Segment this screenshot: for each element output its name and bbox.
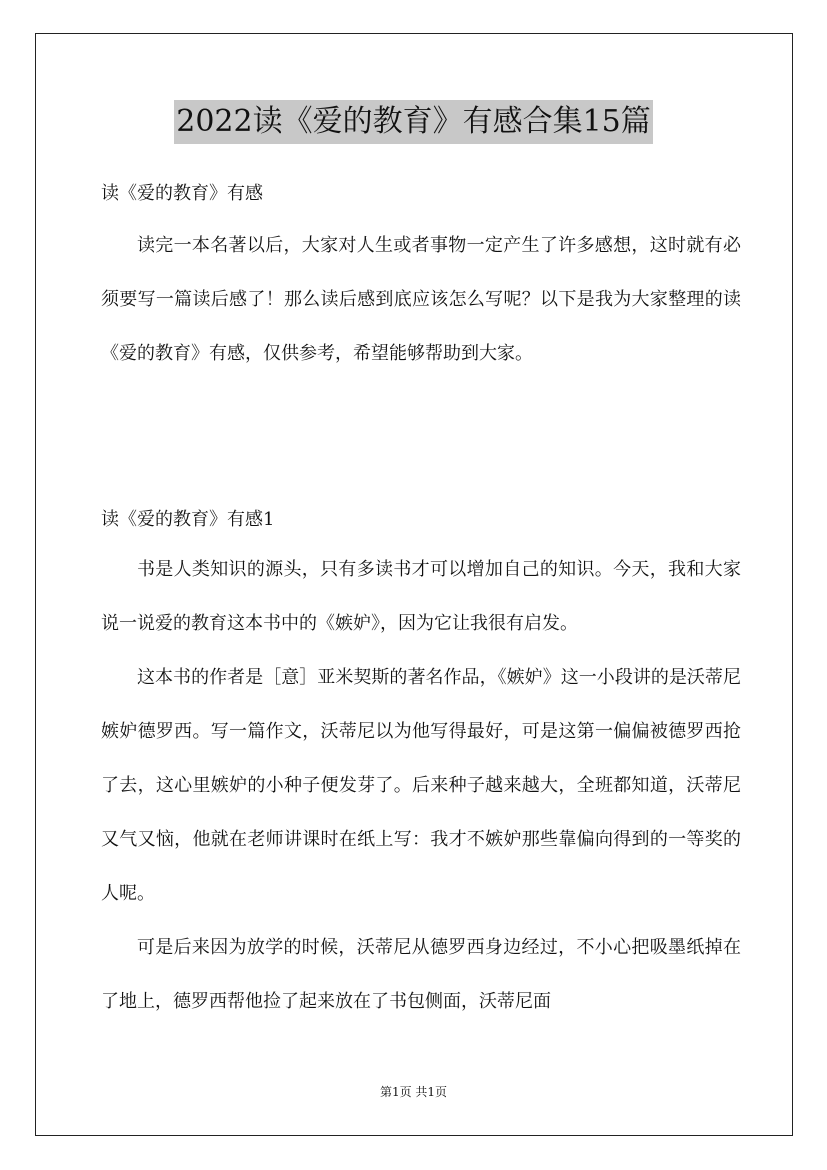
title-container: [0, 100, 827, 144]
section-1-heading: 读《爱的教育》有感1: [101, 509, 275, 530]
page-footer: 第1页 共1页: [379, 1085, 448, 1099]
intro-heading: 读《爱的教育》有感: [101, 183, 263, 204]
document-title: 2022读《爱的教育》有感合集15篇: [174, 100, 653, 144]
section-1-paragraph-2: 这本书的作者是［意］亚米契斯的著名作品，《嫉妒》这一小段讲的是沃蒂尼嫉妒德罗西。写一篇作文，沃蒂尼以为他写得最好，可是这第一偏偏被德罗西抢了去，这心里嫉妒的小种子便发芽了。后来种子越来越大，全班都知道，沃蒂尼又气又恼，他就在老师讲课时在纸上写：我才不嫉妒那些靠偏向得到的一等奖的人呢。: [101, 667, 741, 904]
section-1-paragraph-3: 可是后来因为放学的时候，沃蒂尼从德罗西身边经过，不小心把吸墨纸掉在了地上，德罗西帮他捡了起来放在了书包侧面，沃蒂尼面: [101, 937, 741, 1012]
intro-paragraph: 读完一本名著以后，大家对人生或者事物一定产生了许多感想，这时就有必须要写一篇读后感了！那么读后感到底应该怎么写呢？以下是我为大家整理的读《爱的教育》有感，仅供参考，希望能够帮助到大家。: [101, 235, 741, 364]
section-1-paragraph-1: 书是人类知识的源头，只有多读书才可以增加自己的知识。今天，我和大家说一说爱的教育这本书中的《嫉妒》，因为它让我很有启发。: [101, 559, 741, 634]
